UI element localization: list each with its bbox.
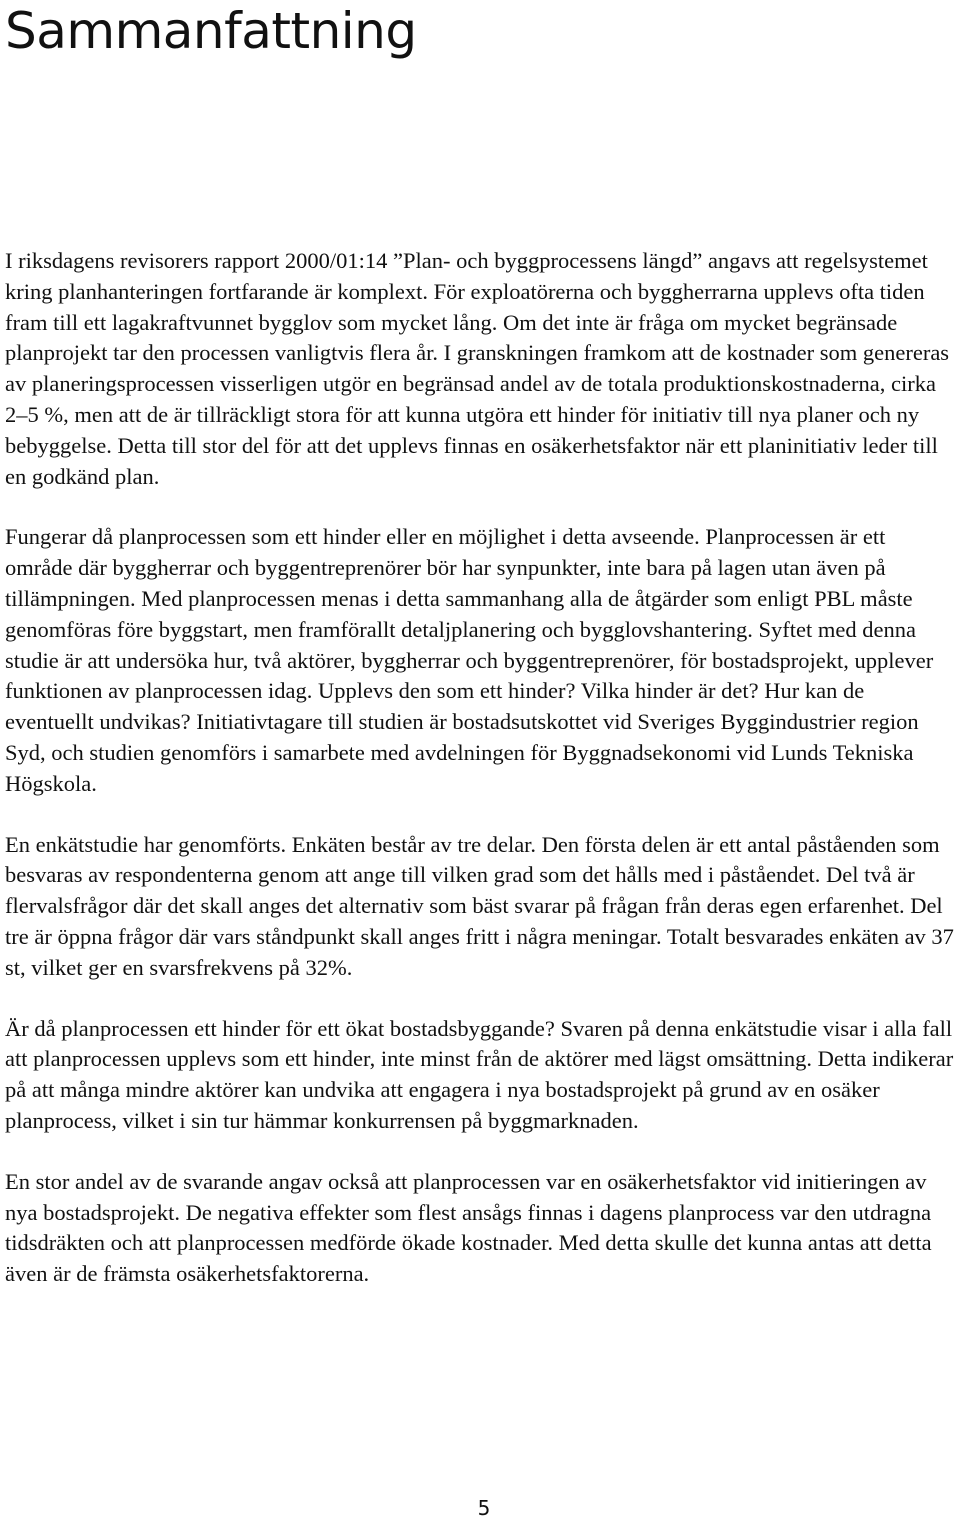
paragraph-2: Fungerar då planprocessen som ett hinder eller en möjlighet i detta avseende. Planprocessen är ett område där byggherrar och byggentreprenörer bör har synpunkter, inte bara på lagen utan även på tillämpningen. Med planprocessen menas i detta sammanhang alla de åtgärder som enligt PBL måste genomföras före byggstart, men framförallt detaljplanering och bygglovshantering. Syftet med denna studie är att undersöka hur, två aktörer, byggherrar och byggentreprenörer, för bostadsprojekt, upplever funktionen av planprocessen idag. Upplevs den som ett hinder? Vilka hinder är det? Hur kan de eventuellt undvikas? Initiativtagare till studien är bostadsutskottet vid Sveriges Byggindustrier region Syd, och studien genomförs i samarbete med avdelningen för Byggnadsekonomi vid Lunds Tekniska Högskola. xyxy=(5,524,934,796)
paragraph-1: I riksdagens revisorers rapport 2000/01:14 ”Plan- och byggprocessens längd” angavs att regelsystemet kring planhanteringen fortfarande är komplext. För exploatörerna och byggherrarna upplevs ofta tiden fram till ett lagakraftvunnet bygglov som mycket lång. Om det inte är fråga om mycket begränsade planprojekt tar den processen vanligtvis flera år. I granskningen framkom att de kostnader som genereras av planeringsprocessen visserligen utgör en begränsad andel av de totala produktionskostnaderna, cirka 2–5 %, men att de är tillräckligt stora för att kunna utgöra ett hinder för initiativ till nya planer och ny bebyggelse. Detta till stor del för att det upplevs finnas en osäkerhetsfaktor när ett planinitiativ leder till en godkänd plan. xyxy=(5,248,950,489)
summary-body xyxy=(5,246,956,1320)
page-title: Sammanfattning xyxy=(5,2,417,60)
paragraph-5: En stor andel av de svarande angav också att planprocessen var en osäkerhetsfaktor vid initieringen av nya bostadsprojekt. De negativa effekter som flest ansågs finnas i dagens planprocess var den utdragna tidsdräkten och att planprocessen medförde ökade kostnader. Med detta skulle det kunna antas att detta även är de främsta osäkerhetsfaktorerna. xyxy=(5,1168,932,1287)
paragraph-3: En enkätstudie har genomförts. Enkäten består av tre delar. Den första delen är ett antal påståenden som besvaras av respondenterna genom att ange till vilken grad som det hålls med i påståendet. Del två är flervalsfrågor där det skall anges det alternativ som bäst svarar på frågan från deras egen erfarenhet. Del tre är öppna frågor där vars ståndpunkt skall anges fritt i några meningar. Totalt besvarades enkäten av 37 st, vilket ger en svarsfrekvens på 32%. xyxy=(5,831,954,980)
page-number: 5 xyxy=(477,1496,491,1520)
paragraph-4: Är då planprocessen ett hinder för ett ökat bostadsbyggande? Svaren på denna enkätstudie visar i alla fall att planprocessen upplevs som ett hinder, inte minst från de aktörer med lägst omsättning. Detta indikerar på att många mindre aktörer kan undvika att engagera i nya bostadsprojekt på grund av en osäker planprocess, vilket i sin tur hämmar konkurrensen på byggmarknaden. xyxy=(5,1015,954,1133)
